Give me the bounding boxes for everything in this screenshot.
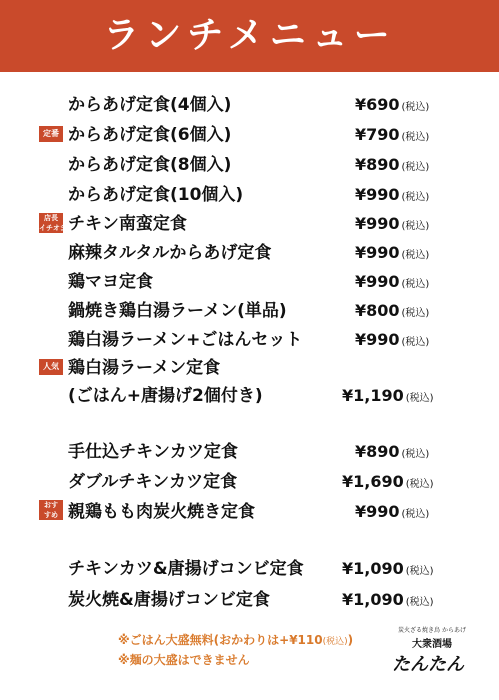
menu-item-price: [355, 241, 429, 268]
menu-item-chicken-katsu: [0, 440, 499, 464]
menu-item-name: からあげ定食(6個入): [68, 125, 232, 145]
badge-ninki-label: 人気: [43, 362, 59, 371]
price-value: ¥1,190: [342, 386, 404, 405]
price-value: ¥1,090: [342, 590, 404, 609]
price-value: ¥1,090: [342, 559, 404, 578]
note-rice-close: ): [347, 633, 354, 647]
tax-label: (税込): [405, 597, 434, 608]
menu-item-name: チキンカツ&唐揚げコンビ定食: [68, 559, 304, 579]
menu-item-name: 手仕込チキンカツ定食: [68, 442, 238, 462]
menu-item-karaage-6: [0, 123, 499, 147]
price-value: ¥790: [355, 125, 400, 144]
tax-label: (税込): [401, 192, 430, 203]
menu-item-price: [355, 270, 429, 297]
menu-item-tori-mayo: [0, 270, 499, 294]
price-value: ¥990: [355, 502, 400, 521]
menu-item-name: 炭火焼&唐揚げコンビ定食: [68, 590, 270, 610]
menu-item-nabeyaki-ramen: [0, 299, 499, 323]
menu-item-name: 鶏マヨ定食: [68, 272, 153, 292]
menu-item-price: [355, 212, 429, 239]
price-value: ¥690: [355, 95, 400, 114]
note-rice-refill: [118, 631, 353, 651]
tax-label: (税込): [401, 162, 430, 173]
tax-label: (税込): [401, 449, 430, 460]
menu-item-name: からあげ定食(8個入): [68, 155, 232, 175]
menu-item-price: [342, 470, 434, 497]
menu-item-price: [355, 93, 429, 120]
tax-label: (税込): [401, 337, 430, 348]
tax-label: (税込): [401, 102, 430, 113]
menu-item-price: [342, 557, 434, 584]
menu-item-name: 鶏白湯ラーメン定食: [68, 358, 221, 378]
menu-item-price: [355, 123, 429, 150]
menu-item-price: [355, 500, 429, 527]
note-noodle: [118, 651, 250, 669]
menu-item-chicken-nanban: [0, 212, 499, 236]
menu-item-name: からあげ定食(4個入): [68, 95, 232, 115]
price-value: ¥990: [355, 272, 400, 291]
menu-item-price: [342, 384, 434, 411]
page-title: ランチメニュー: [103, 15, 396, 56]
tax-label: (税込): [405, 566, 434, 577]
shop-logo: [392, 627, 472, 683]
menu-item-ramen-rice-set: [0, 328, 499, 352]
menu-item-name: 鶏白湯ラーメン+ごはんセット: [68, 330, 303, 350]
menu-item-name: (ごはん+唐揚げ2個付き): [68, 386, 263, 406]
menu-item-katsu-karaage-combo: [0, 557, 499, 581]
menu-item-ramen-teishoku: [0, 356, 499, 380]
price-value: ¥990: [355, 185, 400, 204]
tax-label: (税込): [401, 132, 430, 143]
menu-item-oyadori-sumibiyaki: [0, 500, 499, 524]
menu-item-price: [355, 440, 429, 467]
note-rice-text: ※ごはん大盛無料(おかわりは+¥110: [118, 633, 323, 647]
menu-item-price: [342, 588, 434, 615]
badge-tencho-label-2: イチオシ: [39, 224, 67, 232]
tax-label: (税込): [401, 509, 430, 520]
logo-brand: たんたん: [392, 654, 464, 675]
badge-osusume-label-1: おす: [44, 501, 58, 509]
menu-item-name: チキン南蛮定食: [68, 214, 187, 234]
logo-tagline: 炭火ざる焼き鳥 からあげ: [398, 627, 466, 634]
menu-item-double-katsu: [0, 470, 499, 494]
menu-item-name: 鍋焼き鶏白湯ラーメン(単品): [68, 301, 287, 321]
tax-label: (税込): [401, 279, 430, 290]
tax-label: (税込): [401, 250, 430, 261]
tax-label: (税込): [401, 221, 430, 232]
price-value: ¥1,690: [342, 472, 404, 491]
price-value: ¥890: [355, 155, 400, 174]
tax-label: (税込): [405, 479, 434, 490]
logo-name: 大衆酒場: [412, 639, 452, 650]
menu-item-karaage-8: [0, 153, 499, 177]
menu-item-price: [355, 153, 429, 180]
header-band: [0, 0, 499, 72]
price-value: ¥990: [355, 214, 400, 233]
price-value: ¥800: [355, 301, 400, 320]
menu-item-price: [355, 299, 429, 326]
menu-item-name: 親鶏もも肉炭火焼き定食: [68, 502, 255, 522]
note-rice-tax: (税込): [322, 637, 348, 647]
price-value: ¥990: [355, 330, 400, 349]
badge-osusume-label-2: すめ: [44, 511, 58, 519]
tax-label: (税込): [405, 393, 434, 404]
price-value: ¥990: [355, 243, 400, 262]
note-noodle-text: ※麺の大盛はできません: [118, 653, 250, 667]
menu-item-karaage-4: [0, 93, 499, 117]
menu-item-name: からあげ定食(10個入): [68, 185, 244, 205]
badge-tencho-label-1: 店長: [44, 214, 58, 222]
menu-item-name: ダブルチキンカツ定食: [68, 472, 238, 492]
menu-item-sumibi-karaage-combo: [0, 588, 499, 612]
price-value: ¥890: [355, 442, 400, 461]
menu-item-price: [355, 328, 429, 355]
menu-item-mala-tartar: [0, 241, 499, 265]
badge-teiban-label: 定番: [43, 129, 59, 138]
menu-item-price: [355, 183, 429, 210]
menu-item-name: 麻辣タルタルからあげ定食: [68, 243, 272, 263]
tax-label: (税込): [401, 308, 430, 319]
menu-item-ramen-teishoku-detail: [0, 384, 499, 408]
menu-item-karaage-10: [0, 183, 499, 207]
